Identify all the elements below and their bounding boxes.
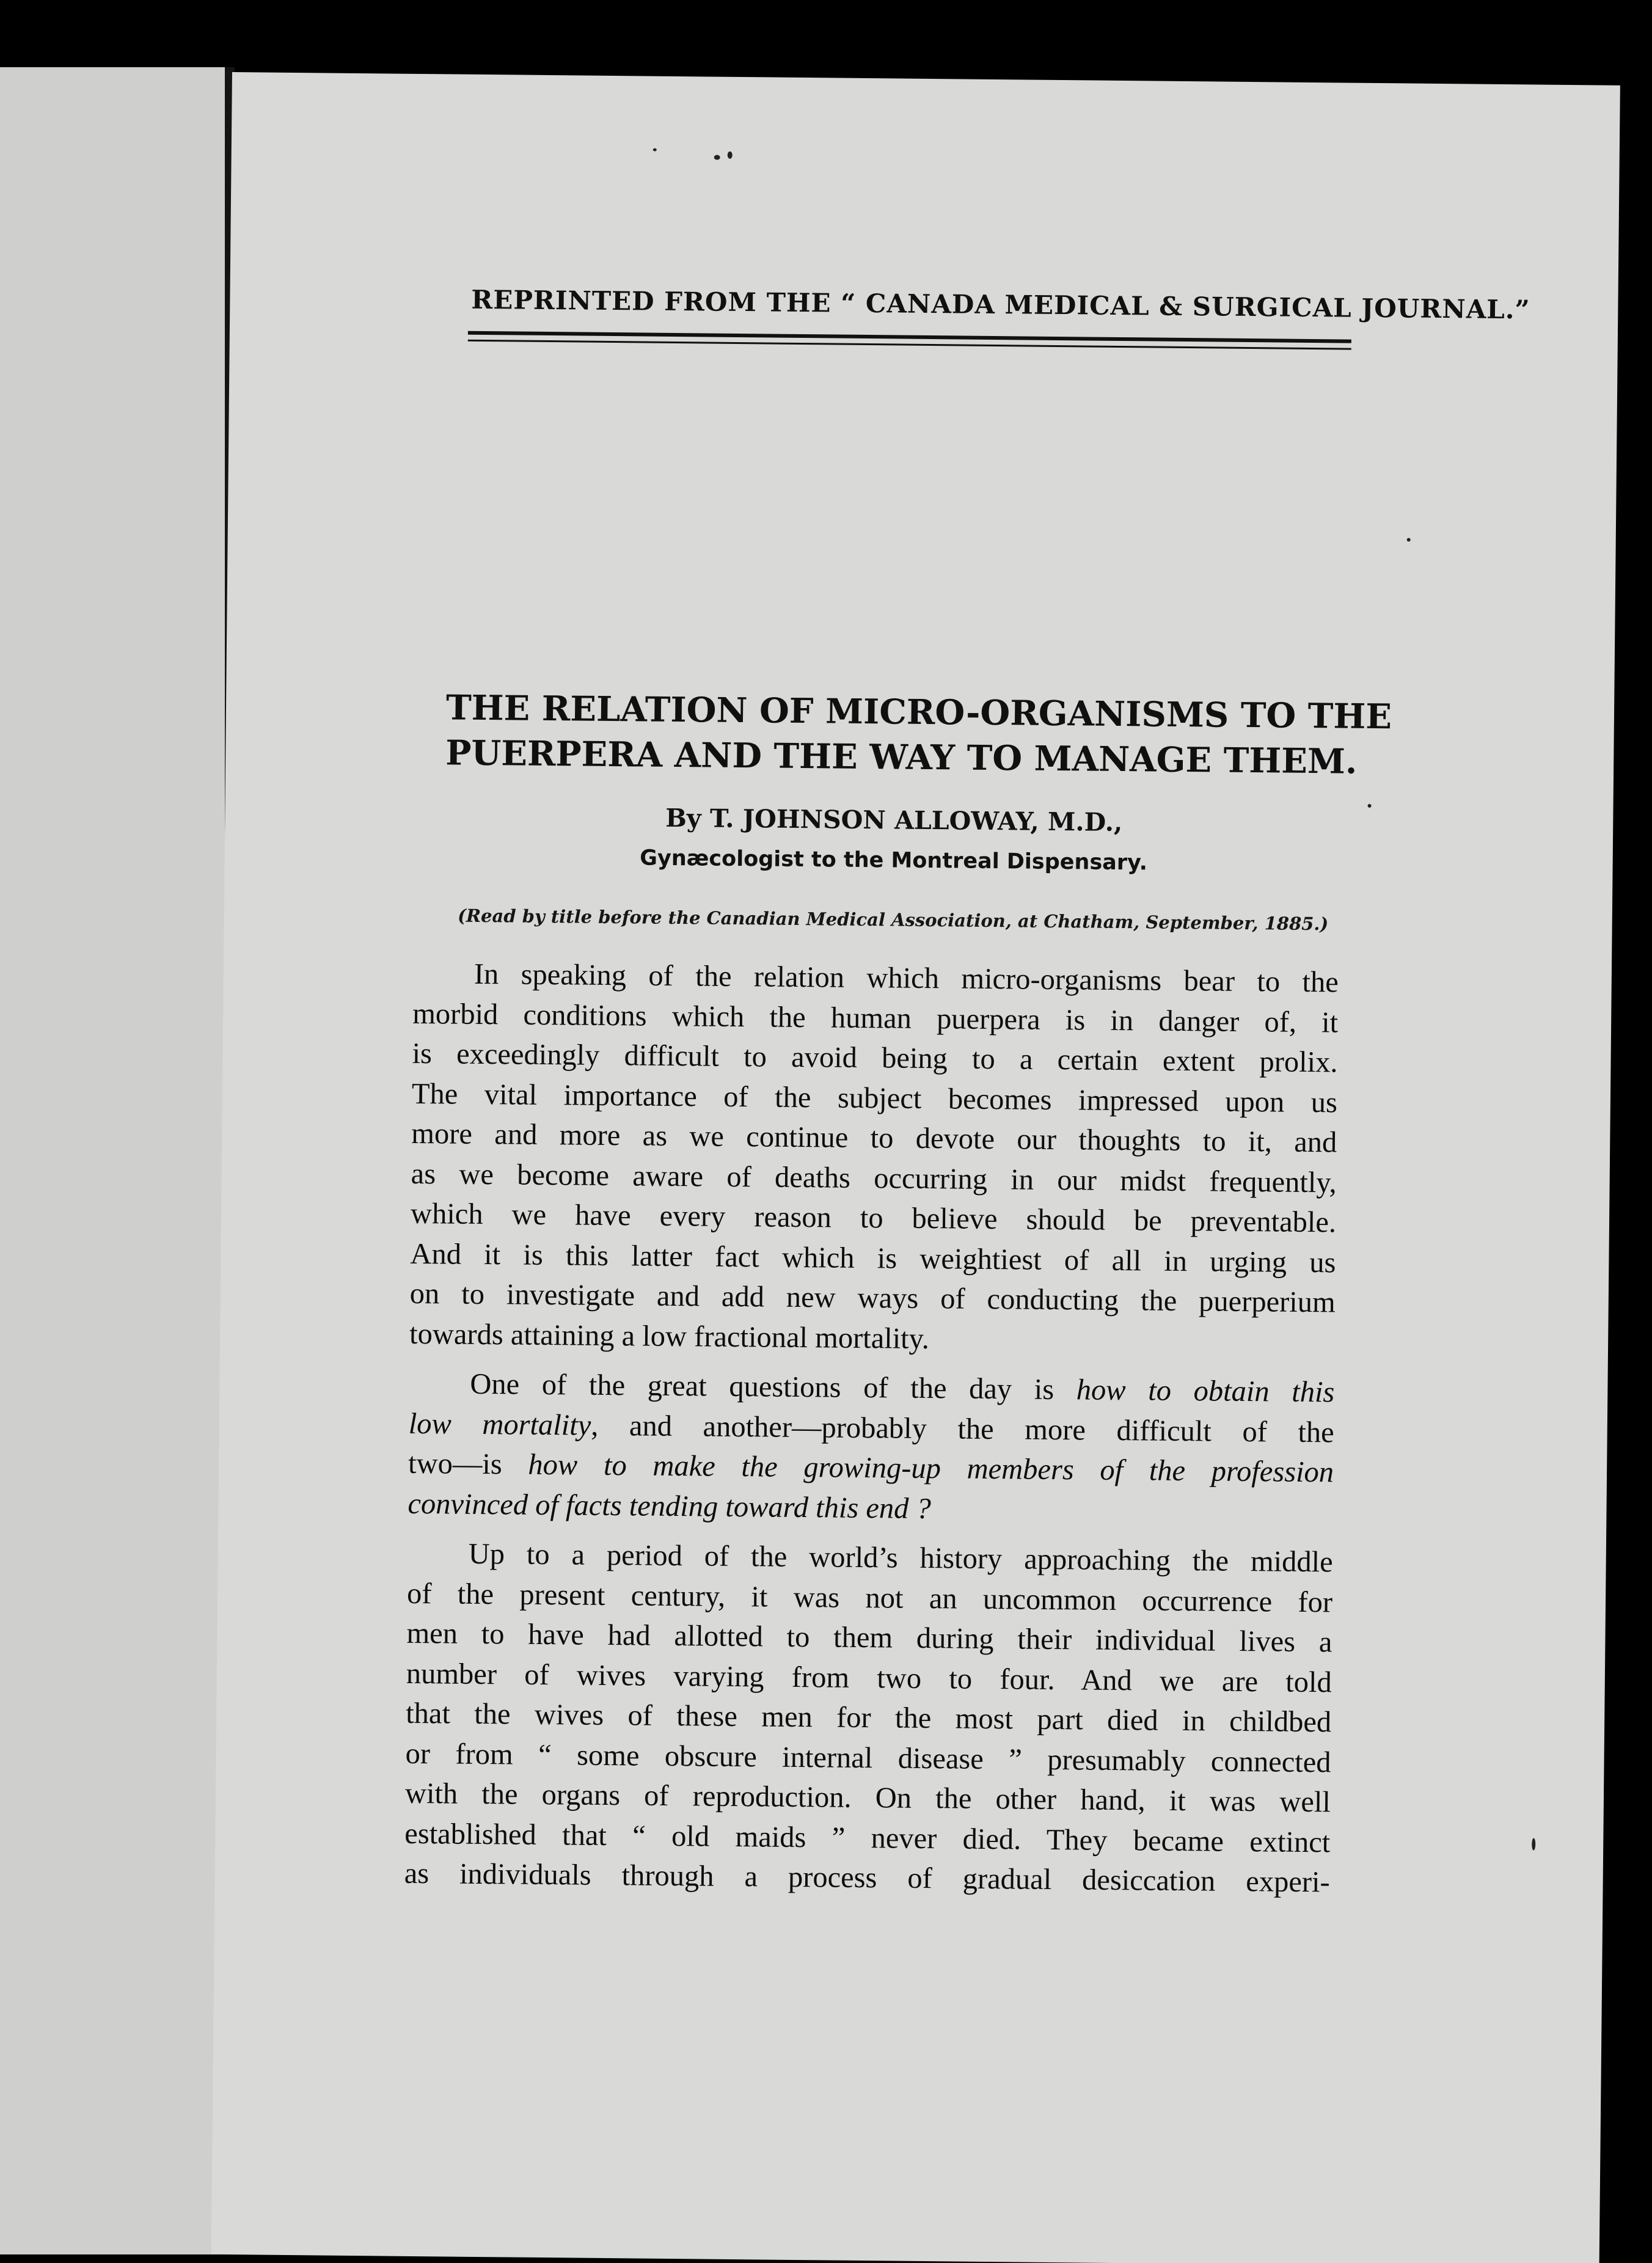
paragraph-1 — [409, 954, 1339, 1363]
body-text: , and another—probably the more difficult of the — [591, 1409, 1334, 1449]
read-by-title-note: (Read by title before the Canadian Medical Association, at Chatham, September, 1885.) — [458, 905, 1329, 935]
body-line: on to investigate and add new ways of conducting the puerperium — [409, 1277, 1336, 1319]
body-line: Up to a period of the world’s history approaching the middle — [468, 1537, 1333, 1579]
paper-speck — [1407, 538, 1411, 541]
italic-phrase: low mortality — [408, 1407, 591, 1442]
body-line: as we become aware of deaths occurring in our midst frequently, — [411, 1157, 1337, 1199]
paper-speck — [714, 155, 720, 160]
journal-page — [211, 72, 1620, 2263]
title-line-2: PUERPERA AND THE WAY TO MANAGE THEM. — [445, 733, 1358, 782]
paper-speck — [653, 148, 657, 152]
facing-page-edge — [0, 67, 229, 2254]
body-line: morbid conditions which the human puerpera is in danger of, it — [412, 997, 1339, 1039]
title-line-1: THE RELATION OF MICRO-ORGANISMS TO THE — [445, 687, 1392, 737]
author-byline: By T. JOHNSON ALLOWAY, M.D., — [665, 803, 1123, 838]
italic-phrase: how to obtain this — [1076, 1373, 1335, 1409]
body-line: is exceedingly difficult to avoid being to a certain extent prolix. — [412, 1037, 1338, 1079]
body-line: And it is this latter fact which is weightiest of all in urging us — [410, 1237, 1336, 1279]
body-line: as individuals through a process of gradual desiccation experi- — [404, 1857, 1330, 1899]
paper-speck — [1368, 804, 1372, 808]
body-line: with the organs of reproduction. On the other hand, it was well — [404, 1777, 1331, 1819]
author-affiliation: Gynæcologist to the Montreal Dispensary. — [640, 846, 1148, 876]
article-title — [445, 685, 1392, 784]
paper-speck — [728, 152, 733, 159]
italic-phrase: how to make the growing-up members of the profession — [528, 1448, 1334, 1489]
paragraph-3 — [404, 1534, 1333, 1903]
body-line: more and more as we continue to devote our thoughts to it, and — [411, 1117, 1337, 1159]
body-line: established that “ old maids ” never died. They became extinct — [404, 1817, 1331, 1859]
body-line: or from “ some obscure internal disease ” presumably connected — [405, 1737, 1331, 1779]
body-text: One of the great questions of the day is — [470, 1367, 1077, 1406]
body-text: two—is — [408, 1447, 528, 1481]
body-line: of the present century, it was not an uncommon occurrence for — [406, 1577, 1333, 1618]
body-line: that the wives of these men for the most part died in childbed — [405, 1697, 1332, 1739]
body-line: towards attaining a low fractional mortality. — [409, 1317, 930, 1355]
body-line: number of wives varying from two to four. And we are told — [406, 1657, 1332, 1698]
body-line: men to have had allotted to them during their individual lives a — [406, 1617, 1332, 1659]
paragraph-2 — [408, 1364, 1334, 1533]
body-line: which we have every reason to believe should be preventable. — [410, 1197, 1337, 1239]
paper-speck — [1532, 1838, 1535, 1851]
reprint-header: REPRINTED FROM THE “ CANADA MEDICAL & SURGICAL JOURNAL.” — [471, 284, 1530, 325]
body-line: The vital importance of the subject becomes impressed upon us — [411, 1077, 1338, 1119]
body-line: In speaking of the relation which micro-organisms bear to the — [473, 957, 1339, 999]
italic-line: convinced of facts tending toward this end ? — [408, 1487, 932, 1525]
article-body — [404, 954, 1339, 1912]
